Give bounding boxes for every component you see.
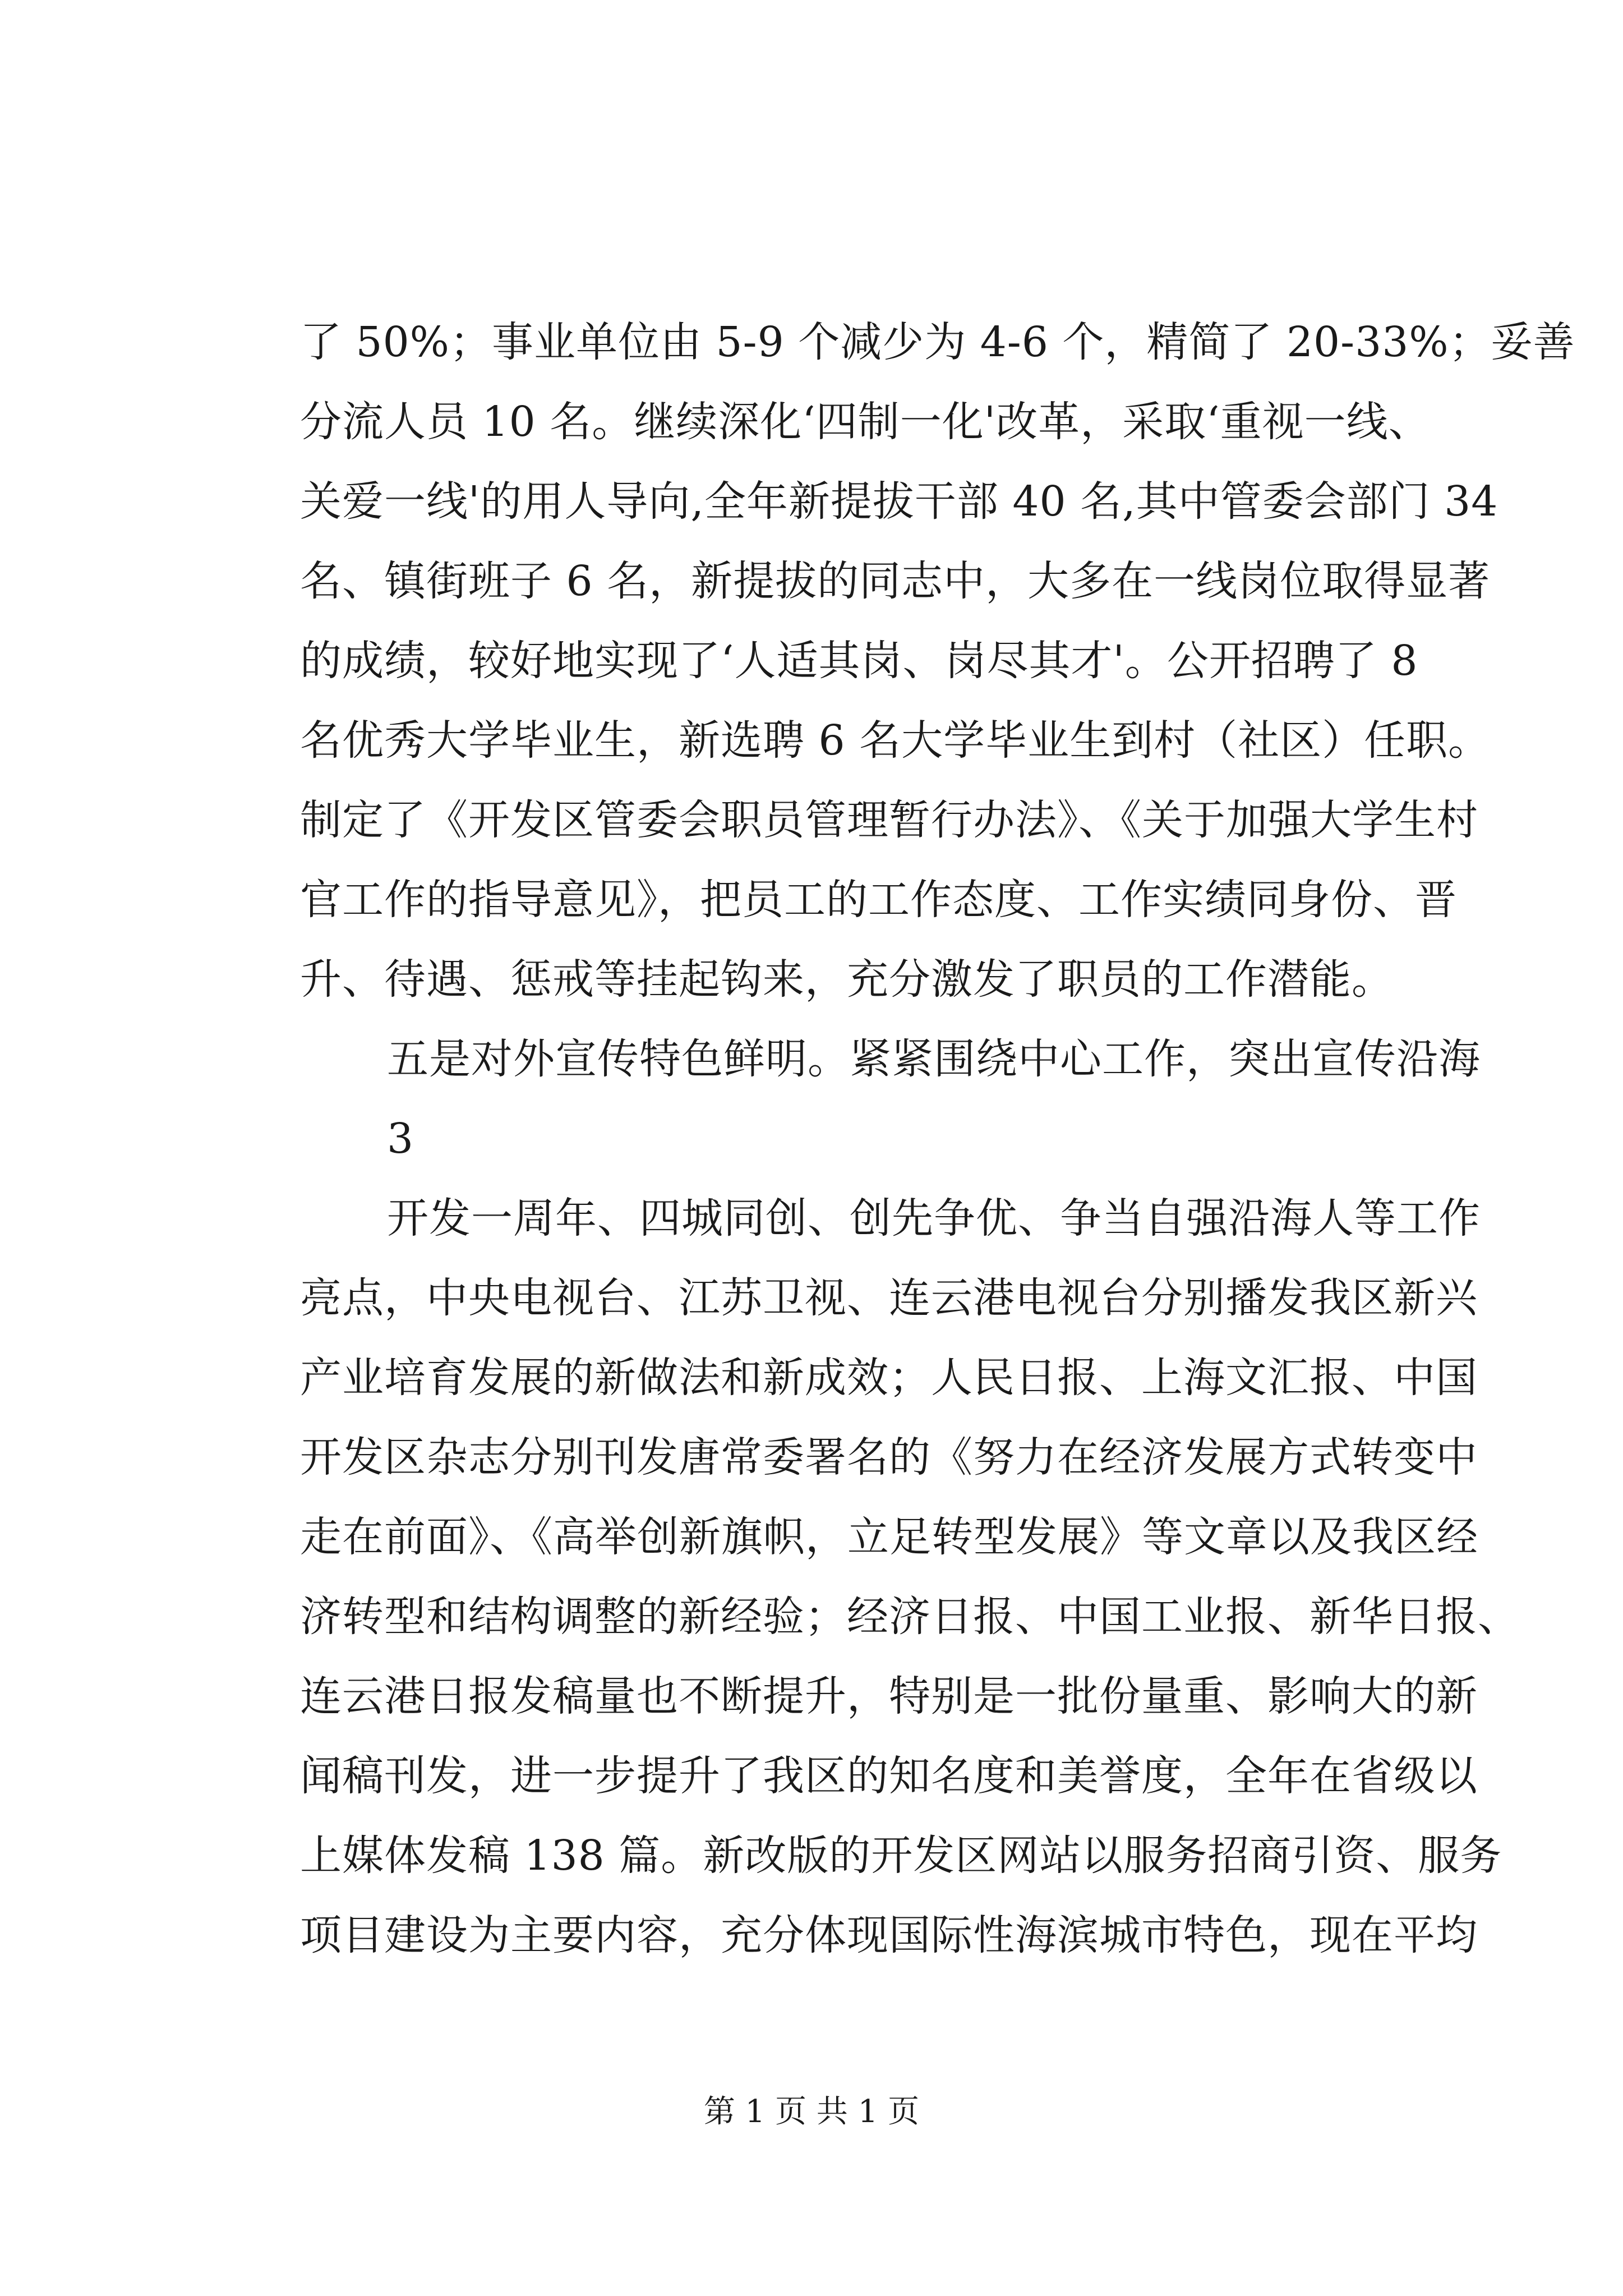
page-footer: 第 1 页 共 1 页 xyxy=(703,2093,920,2130)
body-text-line: 了 50%；事业单位由 5-9 个减少为 4-6 个，精简了 20-33%；妥善 xyxy=(300,318,1575,366)
body-text-line: 项目建设为主要内容，充分体现国际性海滨城市特色，现在平均 xyxy=(300,1911,1478,1959)
body-text-line: 走在前面》、《高举创新旗帜，立足转型发展》等文章以及我区经 xyxy=(300,1513,1478,1561)
paragraph-start-line: 开发一周年、四城同创、创先争优、争当自强沿海人等工作 xyxy=(387,1194,1481,1243)
body-text-line: 名、镇街班子 6 名，新提拔的同志中，大多在一线岗位取得显著 xyxy=(300,557,1491,605)
body-text-line: 分流人员 10 名。继续深化‘四制一化'改革，采取‘重视一线、 xyxy=(300,398,1431,446)
body-text-line: 开发区杂志分别刊发唐常委署名的《努力在经济发展方式转变中 xyxy=(300,1433,1478,1481)
body-text-line: 济转型和结构调整的新经验；经济日报、中国工业报、新华日报、 xyxy=(300,1593,1520,1641)
body-text-line: 闻稿刊发，进一步提升了我区的知名度和美誉度，全年在省级以 xyxy=(300,1752,1478,1800)
paragraph-start-line: 五是对外宣传特色鲜明。紧紧围绕中心工作，突出宣传沿海 xyxy=(387,1035,1481,1083)
body-text-line: 产业培育发展的新做法和新成效；人民日报、上海文汇报、中国 xyxy=(300,1354,1478,1402)
body-text-line: 官工作的指导意见》，把员工的工作态度、工作实绩同身份、晋 xyxy=(300,876,1457,924)
body-text-line: 的成绩，较好地实现了‘人适其岗、岗尽其才'。公开招聘了 8 xyxy=(300,637,1418,685)
inline-page-number: 3 xyxy=(387,1115,414,1163)
body-text-line: 亮点，中央电视台、江苏卫视、连云港电视台分别播发我区新兴 xyxy=(300,1274,1478,1322)
body-text-line: 关爱一线'的用人导向,全年新提拔干部 40 名,其中管委会部门 34 xyxy=(300,477,1498,526)
body-text-line: 名优秀大学毕业生，新选聘 6 名大学毕业生到村（社区）任职。 xyxy=(300,716,1491,765)
body-text-line: 制定了《开发区管委会职员管理暂行办法》、《关于加强大学生村 xyxy=(300,796,1478,844)
body-text-line: 连云港日报发稿量也不断提升，特别是一批份量重、影响大的新 xyxy=(300,1672,1478,1720)
body-text-line: 升、待遇、惩戒等挂起钩来，充分激发了职员的工作潜能。 xyxy=(300,955,1394,1004)
body-text-line: 上媒体发稿 138 篇。新改版的开发区网站以服务招商引资、服务 xyxy=(300,1832,1502,1880)
